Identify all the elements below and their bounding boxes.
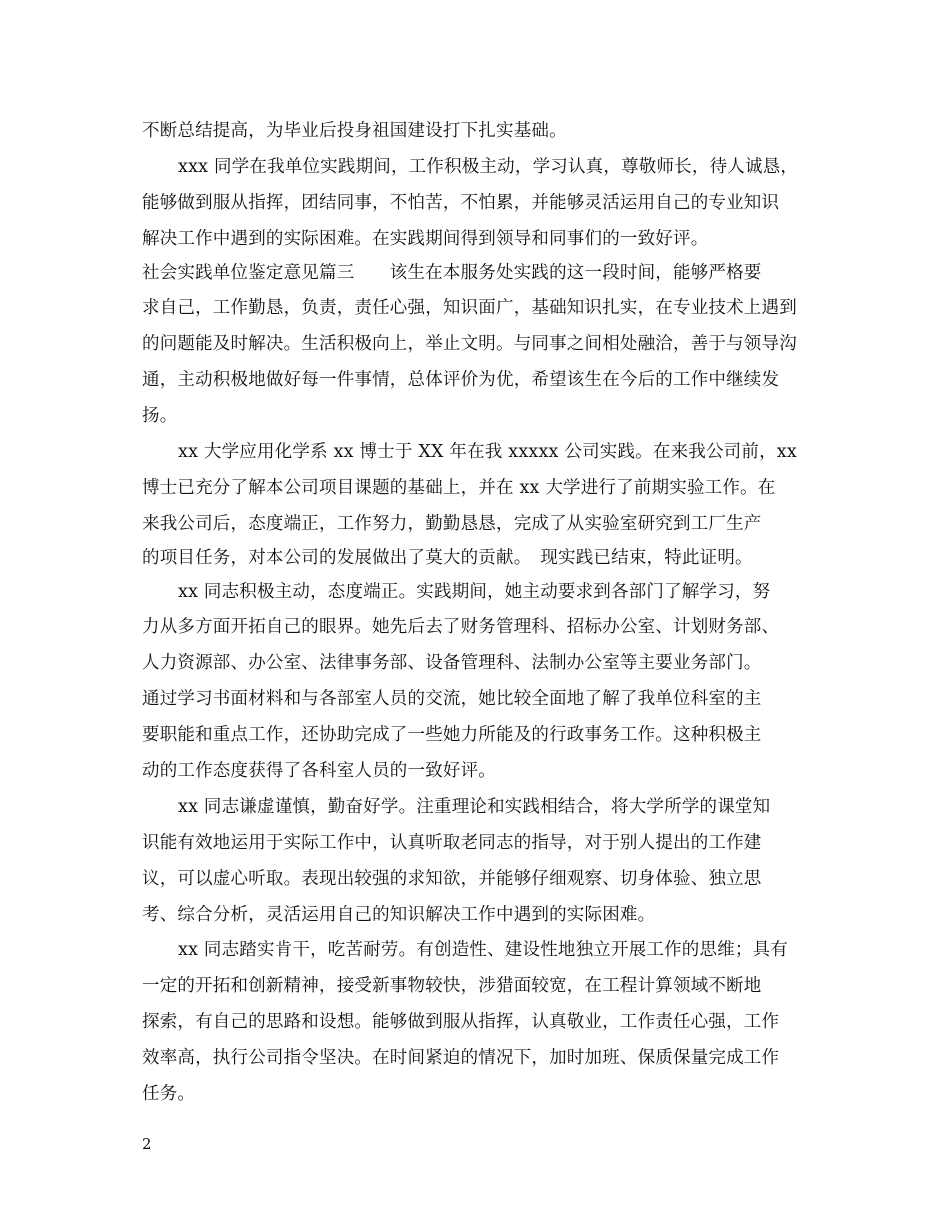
text-line: 效率高，执行公司指令坚决。在时间紧迫的情况下，加时加班、保质保量完成工作 bbox=[142, 1048, 780, 1068]
text-line: 解决工作中遇到的实际困难。在实践期间得到领导和同事们的一致好评。 bbox=[142, 229, 709, 249]
text-line: 不断总结提高，为毕业后投身祖国建设打下扎实基础。 bbox=[142, 121, 567, 141]
text-line: 通，主动积极地做好每一件事情，总体评价为优，希望该生在今后的工作中继续发 bbox=[142, 370, 780, 390]
text-line: xx 同志踏实肯干，吃苦耐劳。有创造性、建设性地独立开展工作的思维；具有 bbox=[178, 940, 788, 960]
text-line: 的项目任务，对本公司的发展做出了莫大的贡献。 现实践已结束，特此证明。 bbox=[142, 548, 753, 568]
text-line: 考、综合分析，灵活运用自己的知识解决工作中遇到的实际困难。 bbox=[142, 905, 656, 925]
text-line: 要职能和重点工作，还协助完成了一些她力所能及的行政事务工作。这种积极主 bbox=[142, 725, 762, 745]
text-line: 博士已充分了解本公司项目课题的基础上，并在 xx 大学进行了前期实验工作。在 bbox=[142, 478, 776, 498]
text-line: xx 同志积极主动，态度端正。实践期间，她主动要求到各部门了解学习，努 bbox=[178, 582, 771, 602]
text-line: 人力资源部、办公室、法律事务部、设备管理科、法制办公室等主要业务部门。 bbox=[142, 653, 762, 673]
text-line: 任务。 bbox=[142, 1084, 196, 1104]
text-line: 议，可以虚心听取。表现出较强的求知欲，并能够仔细观察、切身体验、独立思 bbox=[142, 869, 762, 889]
text-line: 识能有效地运用于实际工作中，认真听取老同志的指导，对于别人提出的工作建 bbox=[142, 833, 762, 853]
text-line: 来我公司后，态度端正，工作努力，勤勤恳恳，完成了从实验室研究到工厂生产 bbox=[142, 514, 762, 534]
text-line: 一定的开拓和创新精神，接受新事物较快，涉猎面较宽，在工程计算领域不断地 bbox=[142, 976, 762, 996]
text-line: xx 同志谦虚谨慎，勤奋好学。注重理论和实践相结合，将大学所学的课堂知 bbox=[178, 797, 771, 817]
text-line: 求自己，工作勤恳，负责，责任心强，知识面广，基础知识扎实，在专业技术上遇到 bbox=[142, 298, 797, 318]
text-line: 探索，有自己的思路和设想。能够做到服从指挥，认真敬业，工作责任心强，工作 bbox=[142, 1012, 780, 1032]
text-line: 通过学习书面材料和与各部室人员的交流，她比较全面地了解了我单位科室的主 bbox=[142, 689, 762, 709]
text-line: xxx 同学在我单位实践期间，工作积极主动，学习认真，尊敬师长，待人诚恳， bbox=[178, 157, 799, 177]
text-line: 的问题能及时解决。生活积极向上，举止文明。与同事之间相处融洽，善于与领导沟 bbox=[142, 334, 797, 354]
text-line: 动的工作态度获得了各科室人员的一致好评。 bbox=[142, 761, 496, 781]
page-number: 2 bbox=[142, 1135, 152, 1153]
text-line: xx 大学应用化学系 xx 博士于 XX 年在我 xxxxx 公司实践。在来我公司前，xx bbox=[178, 442, 797, 462]
text-line: 社会实践单位鉴定意见篇三 该生在本服务处实践的这一段时间，能够严格要 bbox=[142, 263, 762, 283]
text-line: 扬。 bbox=[142, 406, 178, 426]
text-line: 能够做到服从指挥，团结同事，不怕苦，不怕累，并能够灵活运用自己的专业知识 bbox=[142, 193, 780, 213]
text-line: 力从多方面开拓自己的眼界。她先后去了财务管理科、招标办公室、计划财务部、 bbox=[142, 617, 780, 637]
